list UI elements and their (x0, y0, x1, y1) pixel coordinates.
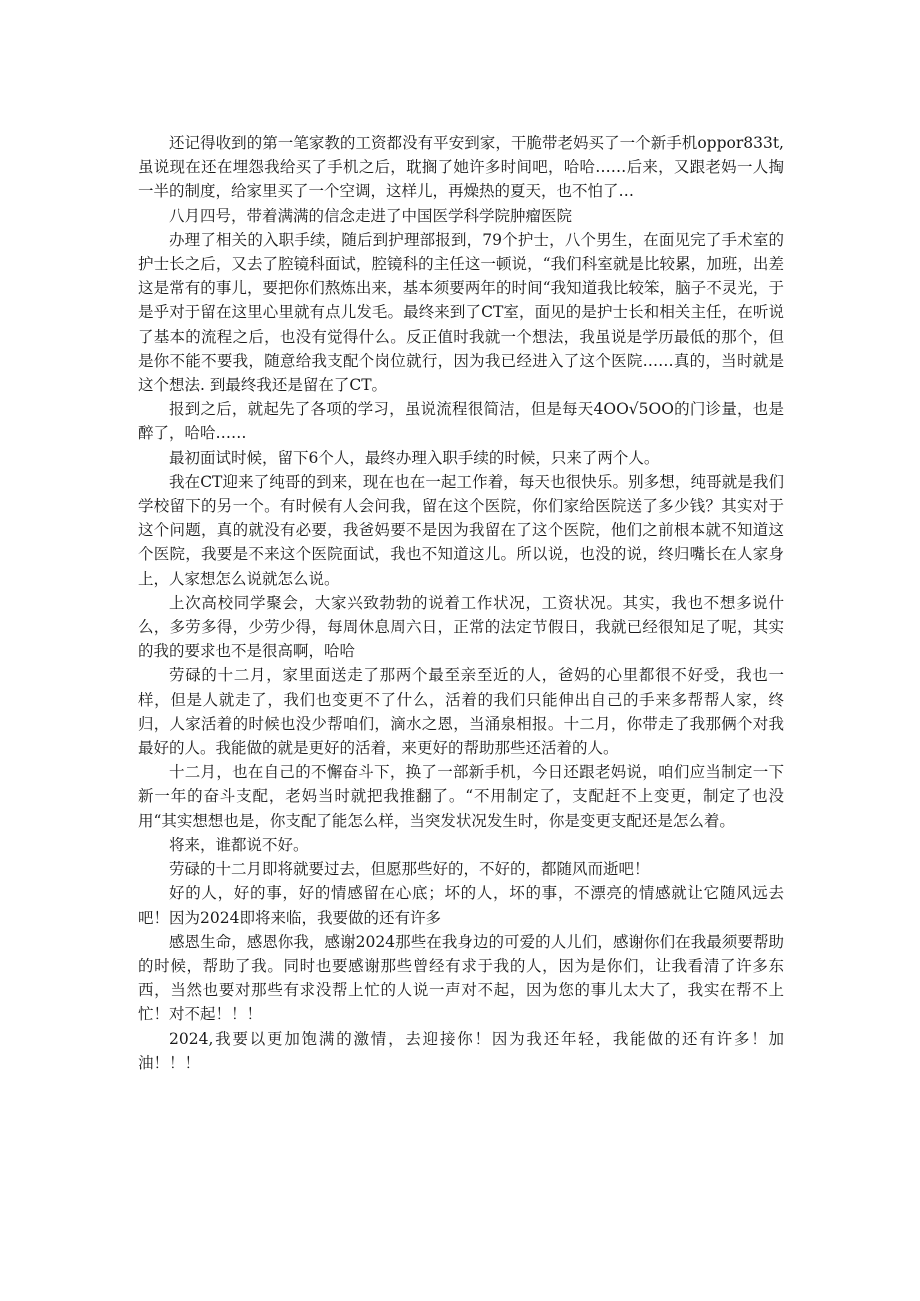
paragraph: 2024,我要以更加饱满的激情，去迎接你！因为我还年轻，我能做的还有许多！加油！！！ (138, 1029, 784, 1072)
paragraph: 上次高校同学聚会，大家兴致勃勃的说着工作状况，工资状况。其实，我也不想多说什么，多劳多得，少劳少得，每周休息周六日，正常的法定节假日，我就已经很知足了呢，其实的我的要求也不是很高啊，哈哈 (138, 593, 784, 661)
paragraph: 好的人，好的事，好的情感留在心底；坏的人，坏的事，不漂亮的情感就让它随风远去吧！因为2024即将来临，我要做的还有许多 (138, 884, 784, 927)
paragraph: 报到之后，就起先了各项的学习，虽说流程很简洁，但是每天4OO√5OO的门诊量，也是醉了，哈哈…… (138, 400, 784, 443)
document-body (138, 131, 784, 1075)
paragraph: 还记得收到的第一笔家教的工资都没有平安到家，干脆带老妈买了一个新手机oppor833t,虽说现在还在埋怨我给买了手机之后，耽搁了她许多时间吧，哈哈……后来，又跟老妈一人掏一半的制度，给家里买了一个空调，这样儿，再燥热的夏天，也不怕了… (138, 134, 784, 201)
paragraph: 办理了相关的入职手续，随后到护理部报到，79个护士，八个男生，在面见完了手术室的护士长之后，又去了腔镜科面试，腔镜科的主任这一顿说，“我们科室就是比较累，加班，出差这是常有的事儿，要把你们熬炼出来，基本须要两年的时间“我知道我比较笨，脑子不灵光，于是乎对于留在这里心里就有点儿发毛。最终来到了CT室，面见的是护士长和相关主任，在听说了基本的流程之后，也没有觉得什么。反正值时我就一个想法，我虽说是学历最低的那个，但是你不能不要我，随意给我支配个岗位就行，因为我已经进入了这个医院……真的，当时就是这个想法. 到最终我还是留在了CT。 (138, 230, 784, 395)
paragraph: 最初面试时候，留下6个人，最终办理入职手续的时候，只来了两个人。 (169, 448, 660, 467)
paragraph: 我在CT迎来了纯哥的到来，现在也在一起工作着，每天也很快乐。别多想，纯哥就是我们学校留下的另一个。有时候有人会问我，留在这个医院，你们家给医院送了多少钱？其实对于这个问题，真的就没有必要，我爸妈要不是因为我留在了这个医院，他们之前根本就不知道这个医院，我要是不来这个医院面试，我也不知道这儿。所以说，也没的说，终归嘴长在人家身上，人家想怎么说就怎么说。 (138, 472, 784, 588)
paragraph: 将来，谁都说不好。 (169, 835, 309, 854)
paragraph: 劳碌的十二月即将就要过去，但愿那些好的，不好的，都随风而逝吧！ (169, 860, 650, 879)
paragraph: 感恩生命，感恩你我，感谢2024那些在我身边的可爱的人儿们，感谢你们在我最须要帮助的时候，帮助了我。同时也要感谢那些曾经有求于我的人，因为是你们，让我看清了许多东西，当然也要对那些有求没帮上忙的人说一声对不起，因为您的事儿太大了，我实在帮不上忙！对不起！！！ (138, 932, 784, 1024)
paragraph: 十二月，也在自己的不懈奋斗下，换了一部新手机，今日还跟老妈说，咱们应当制定一下新一年的奋斗支配，老妈当时就把我推翻了。“不用制定了，支配赶不上变更，制定了也没用“其实想想也是，你支配了能怎么样，当突发状况发生时，你是变更支配还是怎么着。 (138, 763, 784, 830)
paragraph: 劳碌的十二月，家里面送走了那两个最至亲至近的人，爸妈的心里都很不好受，我也一样，但是人就走了，我们也变更不了什么，活着的我们只能伸出自己的手来多帮帮人家，终归，人家活着的时候也没少帮咱们，滴水之恩，当涌泉相报。十二月，你带走了我那俩个对我最好的人。我能做的就是更好的活着，来更好的帮助那些还活着的人。 (138, 666, 784, 758)
paragraph: 八月四号，带着满满的信念走进了中国医学科学院肿瘤医院 (169, 206, 573, 225)
